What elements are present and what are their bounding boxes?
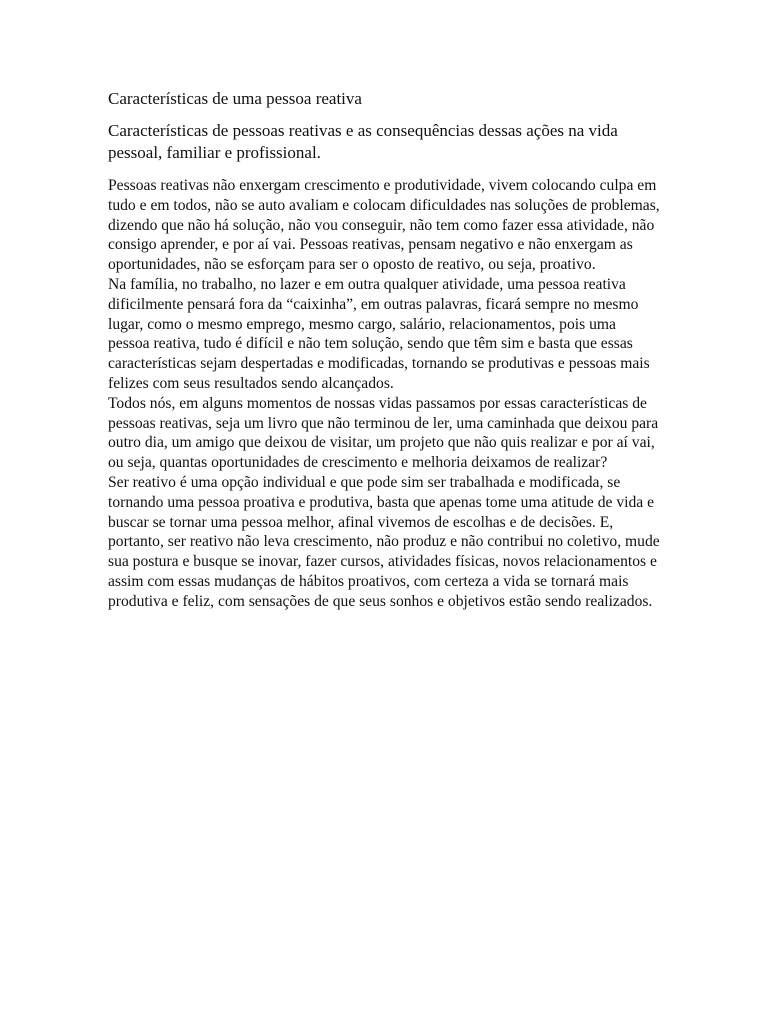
document-subtitle: Características de pessoas reativas e as consequências dessas ações na vida pessoal, familiar e profissional. — [108, 121, 618, 162]
document-title: Características de uma pessoa reativa — [108, 89, 362, 108]
paragraph-4: Ser reativo é uma opção individual e que pode sim ser trabalhada e modificada, se tornando uma pessoa proativa e produtiva, basta que apenas tome uma atitude de vida e buscar se tornar uma pessoa melhor, afinal vivemos de escolhas e de decisões. E, portanto, ser reativo não leva crescimento, não produz e não contribui no coletivo, mude sua postura e busque se inovar, fazer cursos, atividades físicas, novos relacionamentos e assim com essas mudanças de hábitos proativos, com certeza a vida se tornará mais produtiva e feliz, com sensações de que seus sonhos e objetivos estão sendo realizados. — [108, 473, 660, 610]
document-page — [108, 88, 660, 612]
paragraph-2: Na família, no trabalho, no lazer e em outra qualquer atividade, uma pessoa reativa dificilmente pensará fora da “caixinha”, em outras palavras, ficará sempre no mesmo lugar, como o mesmo emprego, mesmo cargo, salário, relacionamentos, pois uma pessoa reativa, tudo é difícil e não tem solução, sendo que têm sim e basta que essas características sejam despertadas e modificadas, tornando se produtivas e pessoas mais felizes com seus resultados sendo alcançados. — [108, 275, 650, 392]
paragraph-1: Pessoas reativas não enxergam crescimento e produtividade, vivem colocando culpa em tudo e em todos, não se auto avaliam e colocam dificuldades nas soluções de problemas, dizendo que não há solução, não vou conseguir, não tem como fazer essa atividade, não consigo aprender, e por aí vai. Pessoas reativas, pensam negativo e não enxergam as oportunidades, não se esforçam para ser o oposto de reativo, ou seja, proativo. — [108, 177, 660, 274]
document-body — [108, 176, 660, 612]
paragraph-3: Todos nós, em alguns momentos de nossas vidas passamos por essas características de pessoas reativas, seja um livro que não terminou de ler, uma caminhada que deixou para outro dia, um amigo que deixou de visitar, um projeto que não quis realizar e por aí vai, ou seja, quantas oportunidades de crescimento e melhoria deixamos de realizar? — [108, 394, 659, 472]
